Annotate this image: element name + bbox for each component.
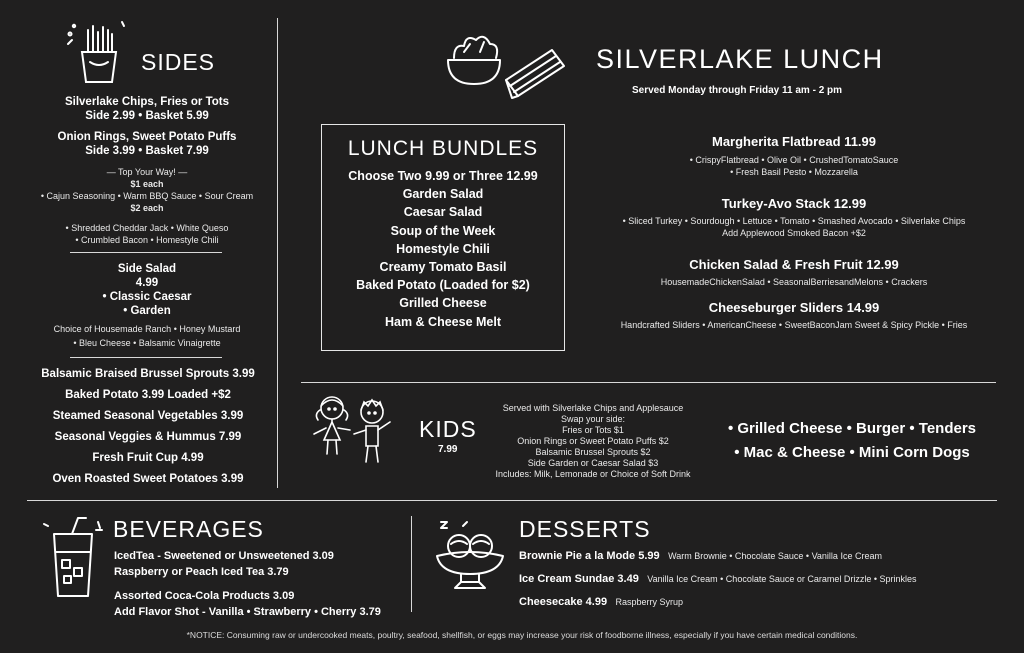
main-item-name: Cheeseburger Sliders 14.99 bbox=[708, 300, 880, 315]
beverage-item: Raspberry or Peach Iced Tea 3.79 bbox=[114, 566, 289, 578]
sides-chips: Silverlake Chips, Fries or Tots bbox=[64, 96, 230, 108]
sides-list-item: Steamed Seasonal Vegetables 3.99 bbox=[52, 410, 244, 422]
topper-price-2: $2 each bbox=[130, 203, 164, 213]
sides-list bbox=[17, 367, 279, 493]
bundles-item: Ham & Cheese Melt bbox=[384, 314, 501, 329]
dressing-line-1: Choice of Housemade Ranch • Honey Mustard bbox=[53, 324, 241, 334]
side-salad-price: 4.99 bbox=[135, 277, 159, 289]
main-item-desc: • CrispyFlatbread • Olive Oil • CrushedTomatoSauce bbox=[689, 155, 899, 165]
main-item bbox=[580, 256, 1008, 299]
main-item-name: Turkey-Avo Stack 12.99 bbox=[721, 196, 867, 211]
main-item-name: Chicken Salad & Fresh Fruit 12.99 bbox=[689, 257, 899, 272]
beverage-item: Assorted Coca-Cola Products 3.09 bbox=[114, 590, 295, 602]
notice-text: *NOTICE: Consuming raw or undercooked meats, poultry, seafood, shellfish, or eggs may increase your risk of foodborne illness, especially if you have certain medical conditions. bbox=[186, 630, 858, 640]
kids-menu-line-1: • Grilled Cheese • Burger • Tenders bbox=[727, 420, 977, 437]
kids-note: Served with Silverlake Chips and Applesauce bbox=[502, 403, 684, 413]
horizontal-divider-kids bbox=[301, 382, 996, 383]
bundles-item: Choose Two 9.99 or Three 12.99 bbox=[348, 169, 538, 183]
bundles-item: Garden Salad bbox=[402, 187, 484, 202]
kids-note: Balsamic Brussel Sprouts $2 bbox=[535, 447, 651, 457]
sides-list-item: Baked Potato 3.99 Loaded +$2 bbox=[65, 389, 231, 401]
kids-notes bbox=[476, 403, 710, 480]
bundles-item: Caesar Salad bbox=[403, 205, 483, 220]
topper-price-1: $1 each bbox=[130, 179, 164, 189]
beverages-list bbox=[114, 548, 381, 620]
main-item bbox=[580, 133, 1008, 195]
dessert-name: Cheesecake 4.99 bbox=[519, 596, 608, 608]
bundles-item: Homestyle Chili bbox=[396, 241, 490, 256]
sides-rings-price: Side 3.99 • Basket 7.99 bbox=[85, 145, 209, 157]
topper-list-2: • Shredded Cheddar Jack • White Queso bbox=[65, 223, 229, 233]
bundles-item: Soup of the Week bbox=[390, 223, 496, 238]
dessert-desc: Warm Brownie • Chocolate Sauce • Vanilla Ice Cream bbox=[668, 551, 882, 561]
sides-rings: Onion Rings, Sweet Potato Puffs bbox=[57, 131, 237, 143]
sides-list-item: Balsamic Braised Brussel Sprouts 3.99 bbox=[41, 368, 255, 380]
main-item-desc: Add Applewood Smoked Bacon +$2 bbox=[722, 228, 866, 238]
desserts-title: DESSERTS bbox=[519, 516, 651, 542]
lunch-subtitle: Served Monday through Friday 11 am - 2 pm bbox=[632, 85, 843, 96]
sides-block bbox=[27, 95, 267, 246]
fries-icon bbox=[64, 18, 134, 88]
sides-rule-1 bbox=[70, 252, 222, 253]
vertical-divider-bottom bbox=[411, 516, 412, 612]
kids-note: Fries or Tots $1 bbox=[562, 425, 624, 435]
kids-note: Onion Rings or Sweet Potato Puffs $2 bbox=[517, 436, 669, 446]
sides-list-item: Oven Roasted Sweet Potatoes 3.99 bbox=[52, 473, 244, 485]
dessert-item bbox=[519, 569, 999, 592]
sides-rule-2 bbox=[70, 357, 222, 358]
beverage-item: Add Flavor Shot - Vanilla • Strawberry • Cherry 3.79 bbox=[114, 606, 381, 618]
dessert-desc: Vanilla Ice Cream • Chocolate Sauce or Caramel Drizzle • Sprinkles bbox=[647, 574, 917, 584]
bundles-item: Creamy Tomato Basil bbox=[379, 260, 507, 275]
kids-menu-line-2: • Mac & Cheese • Mini Corn Dogs bbox=[734, 444, 970, 461]
sides-list-item: Seasonal Veggies & Hummus 7.99 bbox=[54, 431, 242, 443]
side-salad-garden: • Garden bbox=[123, 305, 171, 317]
dessert-item bbox=[519, 592, 999, 615]
main-item-desc: HousemadeChickenSalad • SeasonalBerriesandMelons • Crackers bbox=[660, 277, 928, 287]
salad-sandwich-icon bbox=[440, 22, 570, 104]
kids-title: KIDS bbox=[419, 416, 477, 442]
kids-price: 7.99 bbox=[438, 444, 458, 455]
main-item-name: Margherita Flatbread 11.99 bbox=[711, 134, 876, 149]
topper-list-1: • Cajun Seasoning • Warm BBQ Sauce • Sour Cream bbox=[40, 191, 254, 201]
side-salad-caesar: • Classic Caesar bbox=[102, 291, 192, 303]
lunch-bundles-box bbox=[321, 124, 565, 351]
main-item-desc: • Sliced Turkey • Sourdough • Lettuce • Tomato • Smashed Avocado • Silverlake Chips bbox=[622, 216, 966, 226]
dessert-item bbox=[519, 546, 999, 569]
kids-note: Includes: Milk, Lemonade or Choice of Soft Drink bbox=[495, 469, 691, 479]
lunch-title: SILVERLAKE LUNCH bbox=[596, 44, 884, 74]
sides-chips-price: Side 2.99 • Basket 5.99 bbox=[85, 110, 209, 122]
main-item-desc: Handcrafted Sliders • AmericanCheese • SweetBaconJam Sweet & Spicy Pickle • Fries bbox=[620, 320, 968, 330]
topper-heading: — Top Your Way! — bbox=[106, 167, 188, 177]
main-item bbox=[580, 299, 1008, 331]
dessert-name: Ice Cream Sundae 3.49 bbox=[519, 573, 639, 585]
sides-title: SIDES bbox=[141, 49, 216, 75]
desserts-list bbox=[519, 546, 999, 615]
side-salad-block bbox=[27, 262, 267, 349]
bundles-title: LUNCH BUNDLES bbox=[347, 137, 539, 160]
beverages-title: BEVERAGES bbox=[113, 516, 264, 542]
sundae-icon bbox=[433, 518, 507, 592]
sides-list-item: Fresh Fruit Cup 4.99 bbox=[92, 452, 204, 464]
dessert-name: Brownie Pie a la Mode 5.99 bbox=[519, 550, 660, 562]
kids-icon bbox=[304, 392, 408, 468]
main-item bbox=[580, 195, 1008, 256]
main-item-desc: • Fresh Basil Pesto • Mozzarella bbox=[730, 167, 858, 177]
bundles-item: Grilled Cheese bbox=[399, 296, 487, 311]
horizontal-divider-bottom bbox=[27, 500, 997, 501]
iced-drink-icon bbox=[40, 516, 106, 600]
bundles-item: Baked Potato (Loaded for $2) bbox=[356, 278, 530, 293]
dressing-line-2: • Bleu Cheese • Balsamic Vinaigrette bbox=[73, 338, 221, 348]
kids-note: Side Garden or Caesar Salad $3 bbox=[527, 458, 659, 468]
topper-list-3: • Crumbled Bacon • Homestyle Chili bbox=[75, 235, 219, 245]
kids-note: Swap your side: bbox=[560, 414, 626, 424]
beverage-item: IcedTea - Sweetened or Unsweetened 3.09 bbox=[114, 550, 334, 562]
dessert-desc: Raspberry Syrup bbox=[615, 597, 684, 607]
mains-list bbox=[580, 133, 1008, 331]
side-salad-heading: Side Salad bbox=[117, 263, 177, 275]
